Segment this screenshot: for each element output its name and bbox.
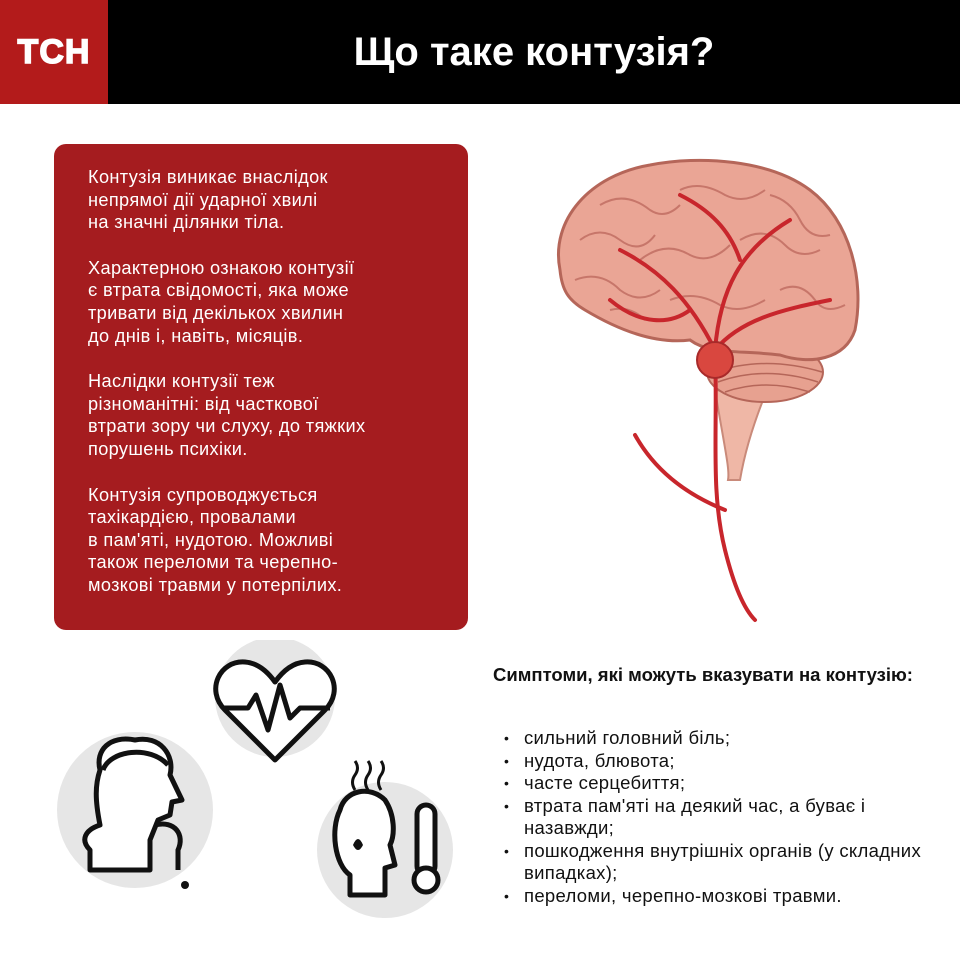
fever-icon <box>317 761 453 918</box>
symptoms-list <box>510 727 930 907</box>
symptom-icons <box>0 640 470 954</box>
brain-illustration <box>540 150 870 630</box>
info-paragraph: Наслідки контузії теж різноманітні: від часткової втрати зору чи слуху, до тяжких порушень психіки. <box>88 371 366 459</box>
info-paragraph: Характерною ознакою контузії є втрата свідомості, яка може тривати від декількох хвилин до днів і, навіть, місяців. <box>88 257 355 346</box>
nausea-icon <box>57 732 213 889</box>
list-item: • сильний головний біль; <box>510 727 930 750</box>
header <box>0 0 960 104</box>
logo-text: ТСН <box>17 32 91 71</box>
symptoms-title: Симптоми, які можуть вказувати на контузію: <box>493 664 913 685</box>
info-paragraph: Контузія супроводжується тахікардією, провалами в пам'яті, нудотою. Можливі також переломи та черепно- мозкові травми у потерпілих. <box>88 484 343 595</box>
tsn-logo <box>0 0 108 104</box>
list-item: • часте серцебиття; <box>510 772 930 795</box>
info-box <box>54 144 468 630</box>
page-title: Що таке контузія? <box>353 29 715 74</box>
info-paragraph: Контузія виникає внаслідок непрямої дії ударної хвилі на значні ділянки тіла. <box>88 167 328 233</box>
list-item: • нудота, блювота; <box>510 750 930 773</box>
list-item: • втрата пам'яті на деякий час, а буває і назавжди; <box>510 795 930 840</box>
list-item: • пошкодження внутрішніх органів (у складних випадках); <box>510 840 930 885</box>
list-item: • переломи, черепно-мозкові травми. <box>510 885 930 908</box>
heartbeat-icon <box>215 640 335 760</box>
